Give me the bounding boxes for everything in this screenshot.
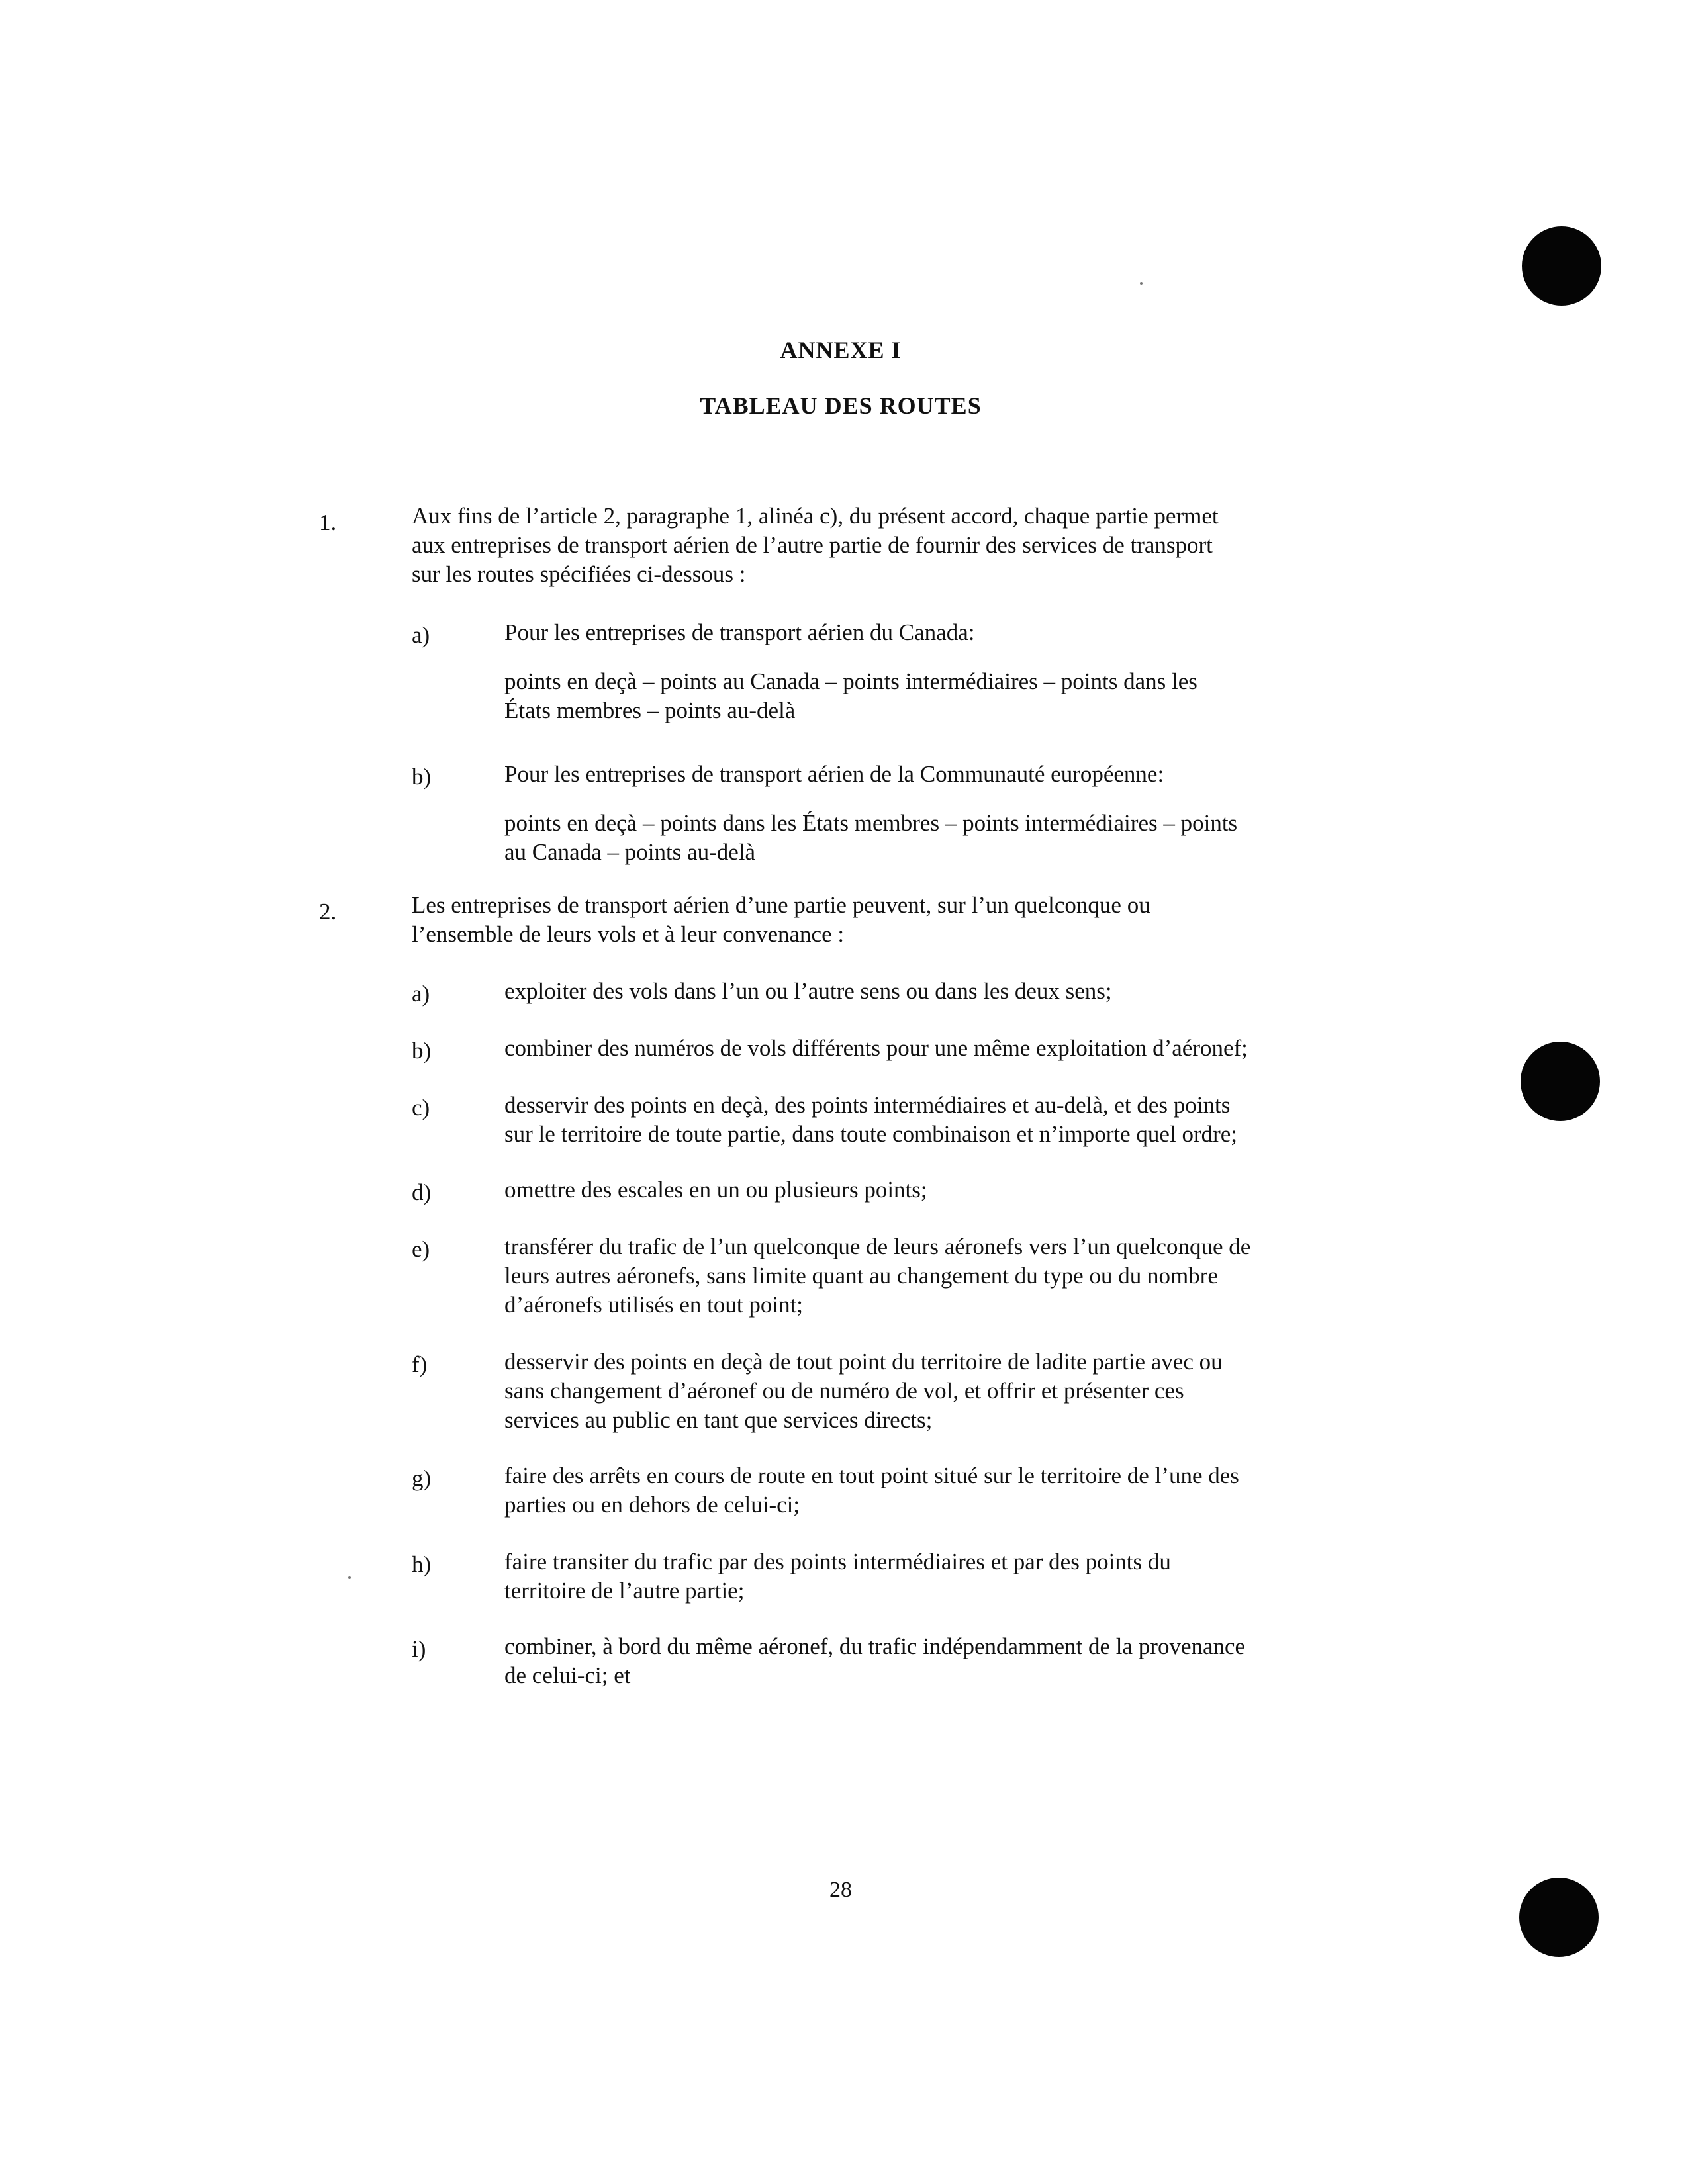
item-letter: d) <box>412 1179 432 1205</box>
route-line: États membres – points au-delà <box>504 698 796 723</box>
scan-speck <box>1140 282 1143 285</box>
section-1-intro-line: sur les routes spécifiées ci-dessous : <box>412 561 746 587</box>
punch-hole-middle <box>1521 1042 1600 1121</box>
item-letter: f) <box>412 1351 428 1377</box>
item-letter: b) <box>412 1038 432 1064</box>
item-letter: b) <box>412 764 432 790</box>
item-letter: a) <box>412 981 430 1007</box>
item-line: de celui-ci; et <box>504 1662 631 1688</box>
item-letter: i) <box>412 1636 426 1662</box>
item-letter: g) <box>412 1465 432 1491</box>
scan-speck <box>348 1576 351 1579</box>
item-line: omettre des escales en un ou plusieurs points; <box>504 1177 927 1203</box>
item-heading: Pour les entreprises de transport aérien de la Communauté européenne: <box>504 761 1164 787</box>
item-letter: a) <box>412 622 430 648</box>
item-line: d’aéronefs utilisés en tout point; <box>504 1292 804 1318</box>
item-line: transférer du trafic de l’un quelconque de leurs aéronefs vers l’un quelconque de <box>504 1234 1251 1259</box>
item-line: exploiter des vols dans l’un ou l’autre sens ou dans les deux sens; <box>504 978 1112 1004</box>
item-line: faire des arrêts en cours de route en tout point situé sur le territoire de l’une des <box>504 1463 1239 1488</box>
page-number: 28 <box>829 1878 852 1902</box>
item-line: combiner, à bord du même aéronef, du trafic indépendamment de la provenance <box>504 1633 1246 1659</box>
section-number: 2. <box>319 899 337 925</box>
item-line: desservir des points en deçà, des points intermédiaires et au-delà, et des points <box>504 1092 1231 1118</box>
item-letter: h) <box>412 1551 432 1577</box>
annex-title: ANNEXE I <box>780 337 902 363</box>
item-line: desservir des points en deçà de tout point du territoire de ladite partie avec ou <box>504 1349 1223 1375</box>
section-1-intro-line: aux entreprises de transport aérien de l’autre partie de fournir des services de transport <box>412 532 1213 558</box>
item-line: combiner des numéros de vols différents pour une même exploitation d’aéronef; <box>504 1035 1248 1061</box>
section-number: 1. <box>319 510 337 535</box>
annex-subtitle: TABLEAU DES ROUTES <box>700 392 982 419</box>
route-line: au Canada – points au-delà <box>504 839 756 865</box>
item-line: leurs autres aéronefs, sans limite quant au changement du type ou du nombre <box>504 1263 1218 1289</box>
section-2-intro-line: l’ensemble de leurs vols et à leur convenance : <box>412 921 845 947</box>
item-heading: Pour les entreprises de transport aérien du Canada: <box>504 619 975 645</box>
item-line: faire transiter du trafic par des points intermédiaires et par des points du <box>504 1549 1171 1574</box>
section-2-intro-line: Les entreprises de transport aérien d’une partie peuvent, sur l’un quelconque ou <box>412 892 1150 918</box>
route-line: points en deçà – points dans les États membres – points intermédiaires – points <box>504 810 1238 836</box>
item-line: territoire de l’autre partie; <box>504 1578 745 1604</box>
punch-hole-top <box>1522 226 1601 306</box>
item-letter: c) <box>412 1095 430 1120</box>
section-1-intro-line: Aux fins de l’article 2, paragraphe 1, alinéa c), du présent accord, chaque partie permet <box>412 503 1219 529</box>
item-line: sur le territoire de toute partie, dans toute combinaison et n’importe quel ordre; <box>504 1121 1238 1147</box>
item-line: sans changement d’aéronef ou de numéro de vol, et offrir et présenter ces <box>504 1378 1184 1404</box>
route-line: points en deçà – points au Canada – points intermédiaires – points dans les <box>504 668 1197 694</box>
item-letter: e) <box>412 1236 430 1262</box>
item-line: services au public en tant que services directs; <box>504 1407 933 1433</box>
item-line: parties ou en dehors de celui-ci; <box>504 1492 800 1518</box>
